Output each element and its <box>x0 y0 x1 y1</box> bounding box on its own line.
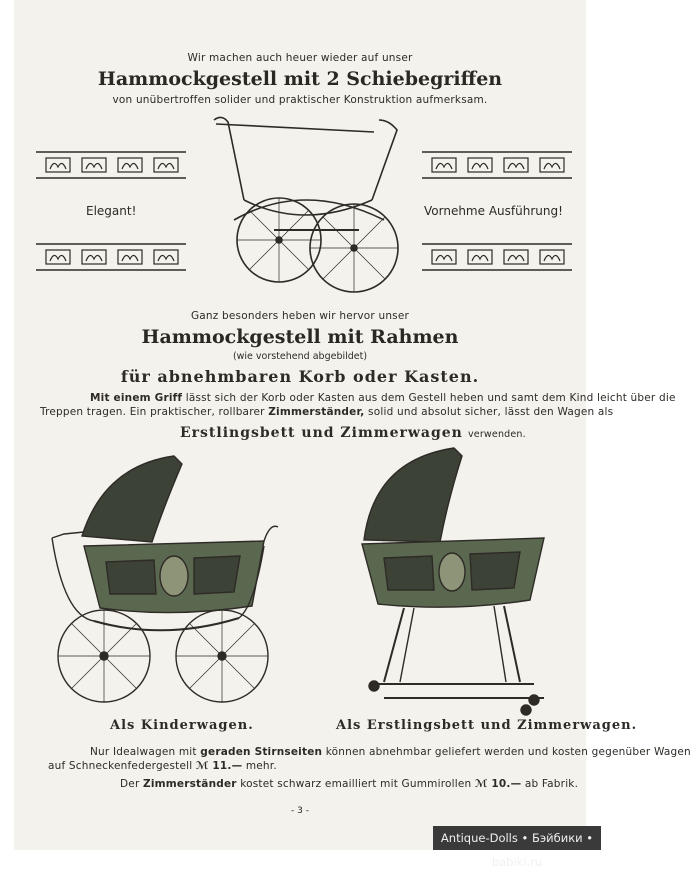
caption-erstlingsbett: Als Erstlingsbett und Zimmerwagen. <box>336 718 638 733</box>
kinderwagen-illustration <box>44 446 284 716</box>
zimmerwagen-illustration <box>344 440 564 720</box>
para-bold-erstlingsbett: Erstlingsbett und Zimmerwagen <box>180 425 463 441</box>
footer-text-1b: können abnehmbar geliefert werden und kosten gegenüber Wagen <box>325 746 691 758</box>
vornehme-label: Vornehme Ausführung! <box>424 204 563 218</box>
footer-line-2 <box>48 760 277 772</box>
ornament-border-bottom-left <box>36 242 186 272</box>
para-line-1 <box>90 392 676 404</box>
heading-hammock-two-handles: Hammockgestell mit 2 Schiebegriffen <box>97 68 503 90</box>
ornament-border-top-right <box>422 150 572 180</box>
footer-line-3 <box>120 778 578 790</box>
footer-text-3b: kostet schwarz emailliert mit Gummirollen <box>240 778 472 790</box>
ornament-scroll <box>432 158 456 172</box>
footer-text-1a: Nur Idealwagen mit <box>90 746 197 758</box>
ornament-scroll <box>468 158 492 172</box>
ornament-scroll <box>468 250 492 264</box>
footer-text-3a: Der <box>120 778 140 790</box>
footer-text-3c: ab Fabrik. <box>524 778 579 790</box>
ornament-scroll <box>504 250 528 264</box>
para-text-3: verwenden. <box>467 429 526 440</box>
ornament-scroll <box>82 158 106 172</box>
para-text-2b: solid und absolut sicher, lässt den Wagen als <box>368 406 614 418</box>
heading-hammock-frame: Hammockgestell mit Rahmen <box>141 326 459 348</box>
note-text: (wie vorstehend abgebildet) <box>232 351 368 362</box>
footer-bold-zimmerstaender: Zimmerständer <box>143 778 237 790</box>
price-11: ℳ 11.— <box>195 760 243 772</box>
para-line-2 <box>40 406 613 418</box>
intro-text: Wir machen auch heuer wieder auf unser <box>187 52 413 64</box>
footer-bold-stirnseiten: geraden Stirnseiten <box>200 746 323 758</box>
ornament-border-top-left <box>36 150 186 180</box>
footer-text-2a: auf Schneckenfedergestell <box>48 760 193 772</box>
ornament-scroll <box>432 250 456 264</box>
ornament-scroll <box>46 250 70 264</box>
watermark-banner: Antique-Dolls • Бэйбики • babiki.ru <box>433 826 601 850</box>
construction-text: von unübertroffen solider und praktischer Konstruktion aufmerksam. <box>112 94 488 106</box>
footer-text-2b: mehr. <box>245 760 277 772</box>
sub-heading: für abnehmbaren Korb oder Kasten. <box>120 367 480 386</box>
ornament-scroll <box>46 158 70 172</box>
para-line-3 <box>180 422 526 441</box>
ornament-scroll <box>504 158 528 172</box>
footer-line-1 <box>90 746 691 758</box>
intro2-text: Ganz besonders heben wir hervor unser <box>190 310 410 322</box>
ornament-scroll <box>118 158 142 172</box>
para-bold-griff: Mit einem Griff <box>90 392 183 404</box>
ornament-scroll <box>118 250 142 264</box>
ornament-scroll <box>154 250 178 264</box>
caption-kinderwagen: Als Kinderwagen. <box>110 718 254 733</box>
ornament-scroll <box>154 158 178 172</box>
ornament-border-bottom-right <box>422 242 572 272</box>
para-text-2a: Treppen tragen. Ein praktischer, rollbarer <box>40 406 265 418</box>
ornament-scroll <box>540 158 564 172</box>
price-10: ℳ 10.— <box>474 778 522 790</box>
page-number: - 3 - <box>291 806 309 816</box>
elegant-label: Elegant! <box>86 204 137 218</box>
ornament-scroll <box>540 250 564 264</box>
ornament-scroll <box>82 250 106 264</box>
hammock-chassis-illustration <box>204 110 414 300</box>
para-bold-zimmerstaender: Zimmerständer, <box>268 406 365 418</box>
para-text-1: lässt sich der Korb oder Kasten aus dem Gestell heben und samt dem Kind leicht über die <box>185 392 676 404</box>
